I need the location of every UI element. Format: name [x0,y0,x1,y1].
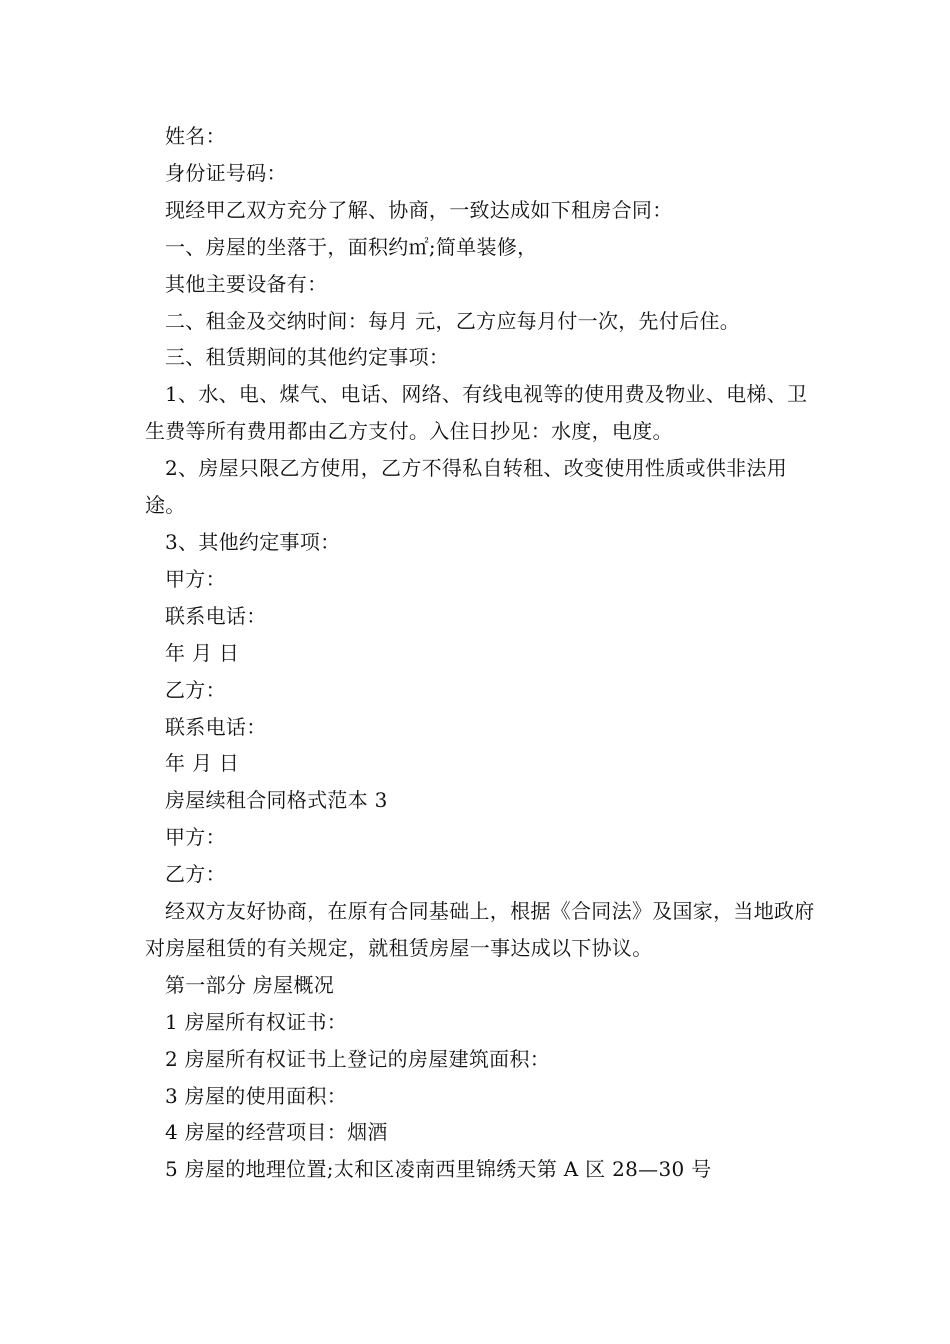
paragraph-party-b-date: 年 月 日 [165,751,240,776]
section-title: 房屋续租合同格式范本 3 [165,788,388,813]
paragraph-renewal-intro: 经双方友好协商，在原有合同基础上，根据《合同法》及国家，当地政府对房屋租赁的有关规定，就租赁房屋一事达成以下协议。 [145,899,815,960]
paragraph-party-a: 甲方： [165,566,226,591]
paragraph-item-1-ownership: 1 房屋所有权证书： [165,1009,348,1034]
document-body [145,118,815,1188]
paragraph-id-number: 身份证号码： [165,160,287,185]
paragraph-item-5-address: 5 房屋的地理位置;太和区凌南西里锦绣天第 A 区 28—30 号 [165,1157,712,1182]
paragraph-term-2-usage: 2、房屋只限乙方使用，乙方不得私自转租、改变使用性质或供非法用途。 [145,456,788,518]
paragraph-party-a-date: 年 月 日 [165,640,240,665]
paragraph-term-1-fees: 1、水、电、煤气、电话、网络、有线电视等的使用费及物业、电梯、卫生费等所有费用都由乙方支付。入住日抄见：水度，电度。 [145,382,808,444]
paragraph-intro: 现经甲乙双方充分了解、协商，一致达成如下租房合同： [165,197,673,222]
paragraph-name: 姓名： [165,124,226,148]
paragraph-part-one-heading: 第一部分 房屋概况 [165,972,335,997]
paragraph-party-b: 乙方： [165,677,226,702]
paragraph-renewal-party-a: 甲方： [165,825,226,850]
paragraph-renewal-party-b: 乙方： [165,862,226,887]
paragraph-item-4-business: 4 房屋的经营项目：烟酒 [165,1120,388,1145]
paragraph-clause-2-rent: 二、租金及交纳时间：每月 元，乙方应每月付一次，先付后住。 [165,308,741,333]
paragraph-item-3-usable-area: 3 房屋的使用面积： [165,1083,348,1108]
paragraph-term-3-other: 3、其他约定事项： [165,529,341,554]
paragraph-clause-3-terms: 三、租赁期间的其他约定事项： [165,345,450,370]
paragraph-equipment: 其他主要设备有： [165,271,328,296]
paragraph-party-b-phone: 联系电话： [165,714,267,739]
paragraph-clause-1-location: 一、房屋的坐落于，面积约㎡;简单装修， [165,234,538,259]
paragraph-item-2-area: 2 房屋所有权证书上登记的房屋建筑面积： [165,1046,551,1071]
paragraph-party-a-phone: 联系电话： [165,603,267,628]
